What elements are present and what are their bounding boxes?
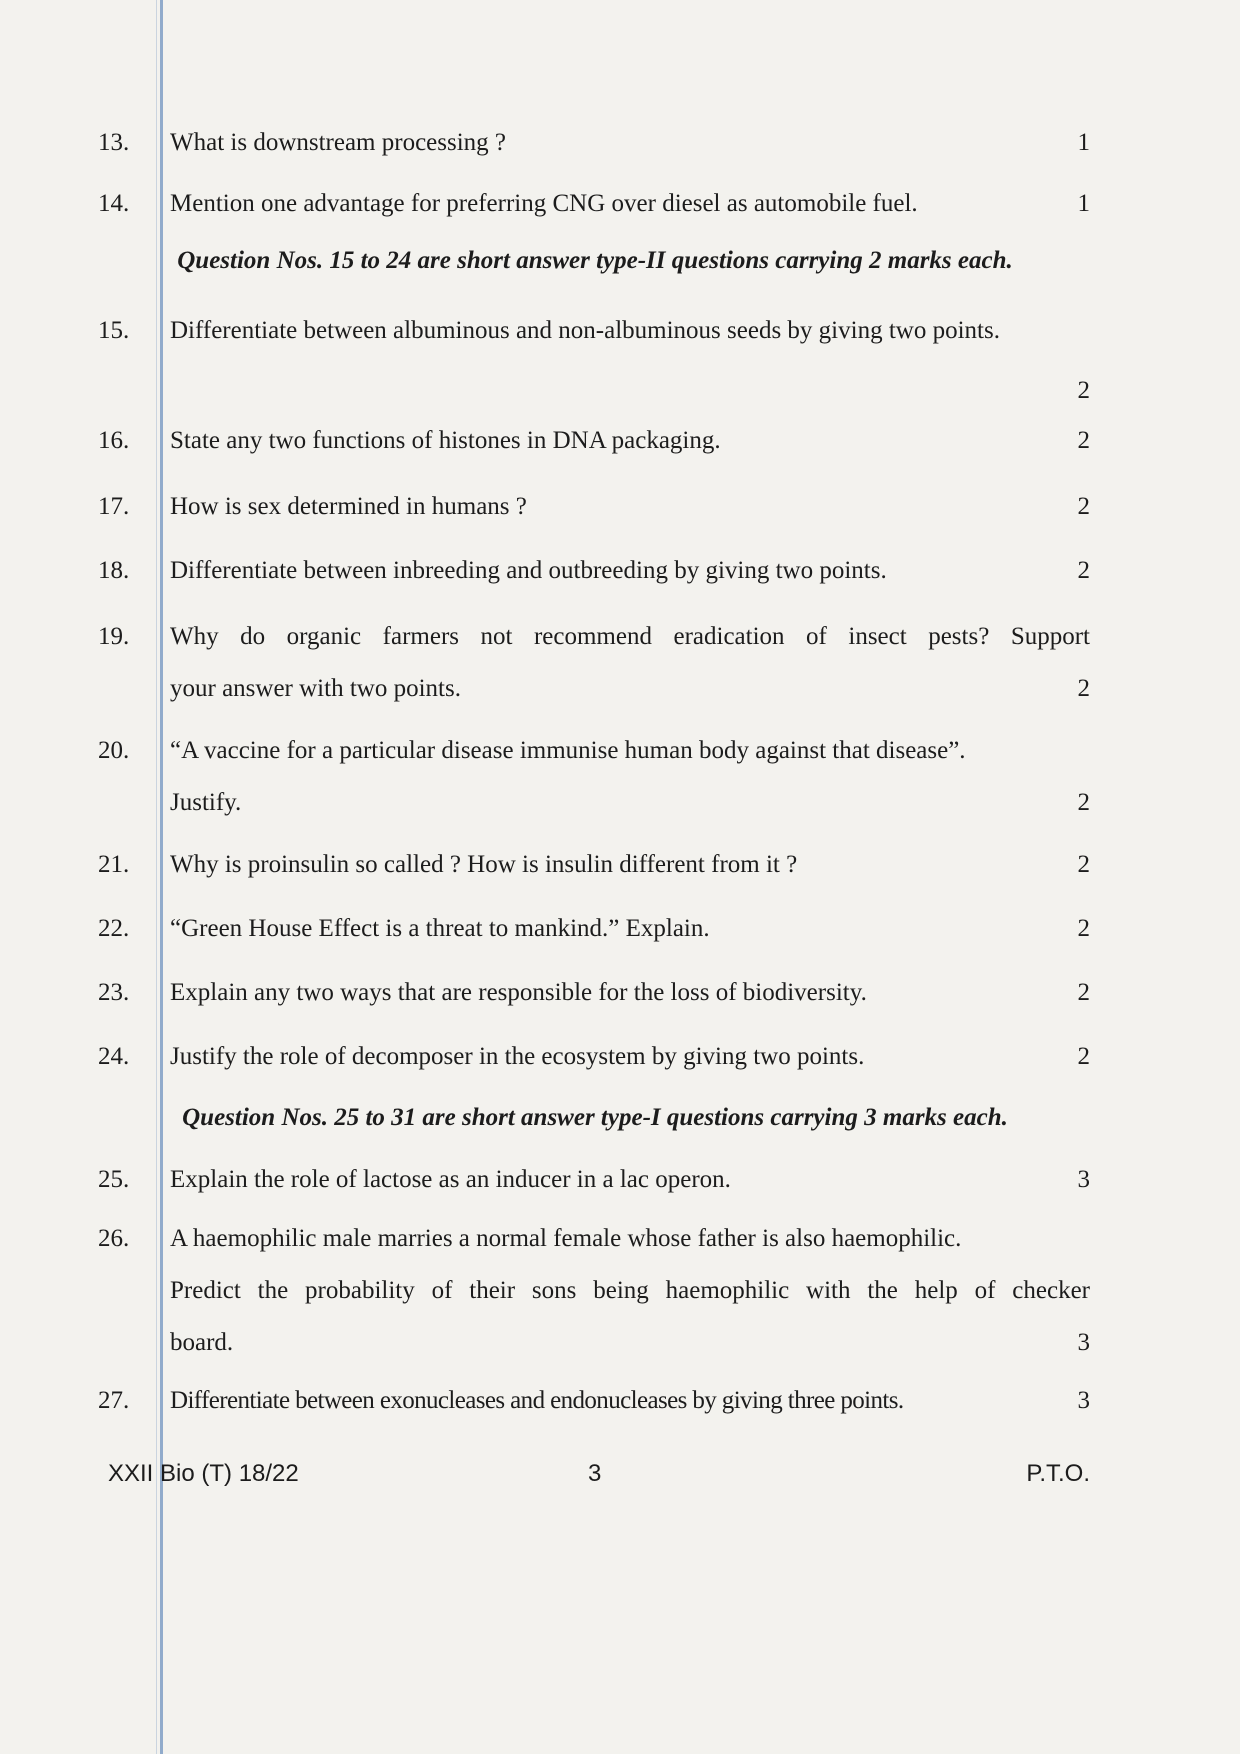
- question-marks: 2: [1077, 789, 1090, 816]
- question-marks: 3: [1077, 1387, 1090, 1414]
- question-number: 27.: [98, 1387, 130, 1414]
- question-number: 24.: [98, 1043, 130, 1070]
- question-marks: 2: [1077, 427, 1090, 454]
- question-number: 13.: [98, 129, 130, 156]
- question-number: 21.: [98, 851, 130, 878]
- section-heading-type2: Question Nos. 15 to 24 are short answer type-II questions carrying 2 marks each.: [177, 247, 1013, 274]
- question-text: Explain the role of lactose as an inducer in a lac operon.: [170, 1166, 731, 1193]
- please-turn-over: P.T.O.: [1026, 1460, 1090, 1487]
- question-number: 26.: [98, 1225, 130, 1252]
- question-text: Why do organic farmers not recommend eradication of insect pests? Support: [170, 623, 1090, 650]
- question-text: “A vaccine for a particular disease immunise human body against that disease”.: [170, 737, 966, 764]
- question-number: 14.: [98, 190, 130, 217]
- question-marks: 1: [1077, 190, 1090, 217]
- question-marks: 2: [1077, 851, 1090, 878]
- question-number: 17.: [98, 493, 130, 520]
- page-number: 3: [588, 1460, 602, 1487]
- question-text: A haemophilic male marries a normal female whose father is also haemophilic.: [170, 1225, 962, 1252]
- question-text: Predict the probability of their sons being haemophilic with the help of checker: [170, 1277, 1090, 1304]
- question-marks: 2: [1077, 979, 1090, 1006]
- section-heading-type1: Question Nos. 25 to 31 are short answer type-I questions carrying 3 marks each.: [182, 1104, 1008, 1131]
- question-marks: 2: [1077, 675, 1090, 702]
- question-text: State any two functions of histones in DNA packaging.: [170, 427, 721, 454]
- question-number: 15.: [98, 317, 130, 344]
- question-marks: 1: [1077, 129, 1090, 156]
- question-text: Differentiate between albuminous and non-albuminous seeds by giving two points.: [170, 317, 1000, 344]
- question-marks: 2: [1077, 1043, 1090, 1070]
- question-text: Why is proinsulin so called ? How is insulin different from it ?: [170, 851, 798, 878]
- question-number: 18.: [98, 557, 130, 584]
- question-marks: 2: [1077, 557, 1090, 584]
- question-text: Justify.: [170, 789, 242, 816]
- question-text: Explain any two ways that are responsible for the loss of biodiversity.: [170, 979, 867, 1006]
- question-marks: 2: [1077, 377, 1090, 404]
- question-number: 19.: [98, 623, 130, 650]
- paper-code: XXII Bio (T) 18/22: [108, 1460, 299, 1487]
- question-number: 20.: [98, 737, 130, 764]
- question-text: How is sex determined in humans ?: [170, 493, 527, 520]
- question-marks: 2: [1077, 915, 1090, 942]
- question-number: 22.: [98, 915, 130, 942]
- question-text: What is downstream processing ?: [170, 129, 507, 156]
- question-text: your answer with two points.: [170, 675, 461, 702]
- question-text: “Green House Effect is a threat to mankind.” Explain.: [170, 915, 710, 942]
- question-marks: 3: [1077, 1166, 1090, 1193]
- question-text: board.: [170, 1329, 234, 1356]
- question-text: Differentiate between inbreeding and outbreeding by giving two points.: [170, 557, 887, 584]
- question-text: Mention one advantage for preferring CNG over diesel as automobile fuel.: [170, 190, 918, 217]
- question-number: 16.: [98, 427, 130, 454]
- page-footer: [108, 1457, 1090, 1491]
- question-text: Differentiate between exonucleases and endonucleases by giving three points.: [170, 1387, 904, 1414]
- question-marks: 3: [1077, 1329, 1090, 1356]
- question-text: Justify the role of decomposer in the ecosystem by giving two points.: [170, 1043, 865, 1070]
- question-number: 23.: [98, 979, 130, 1006]
- question-number: 25.: [98, 1166, 130, 1193]
- question-marks: 2: [1077, 493, 1090, 520]
